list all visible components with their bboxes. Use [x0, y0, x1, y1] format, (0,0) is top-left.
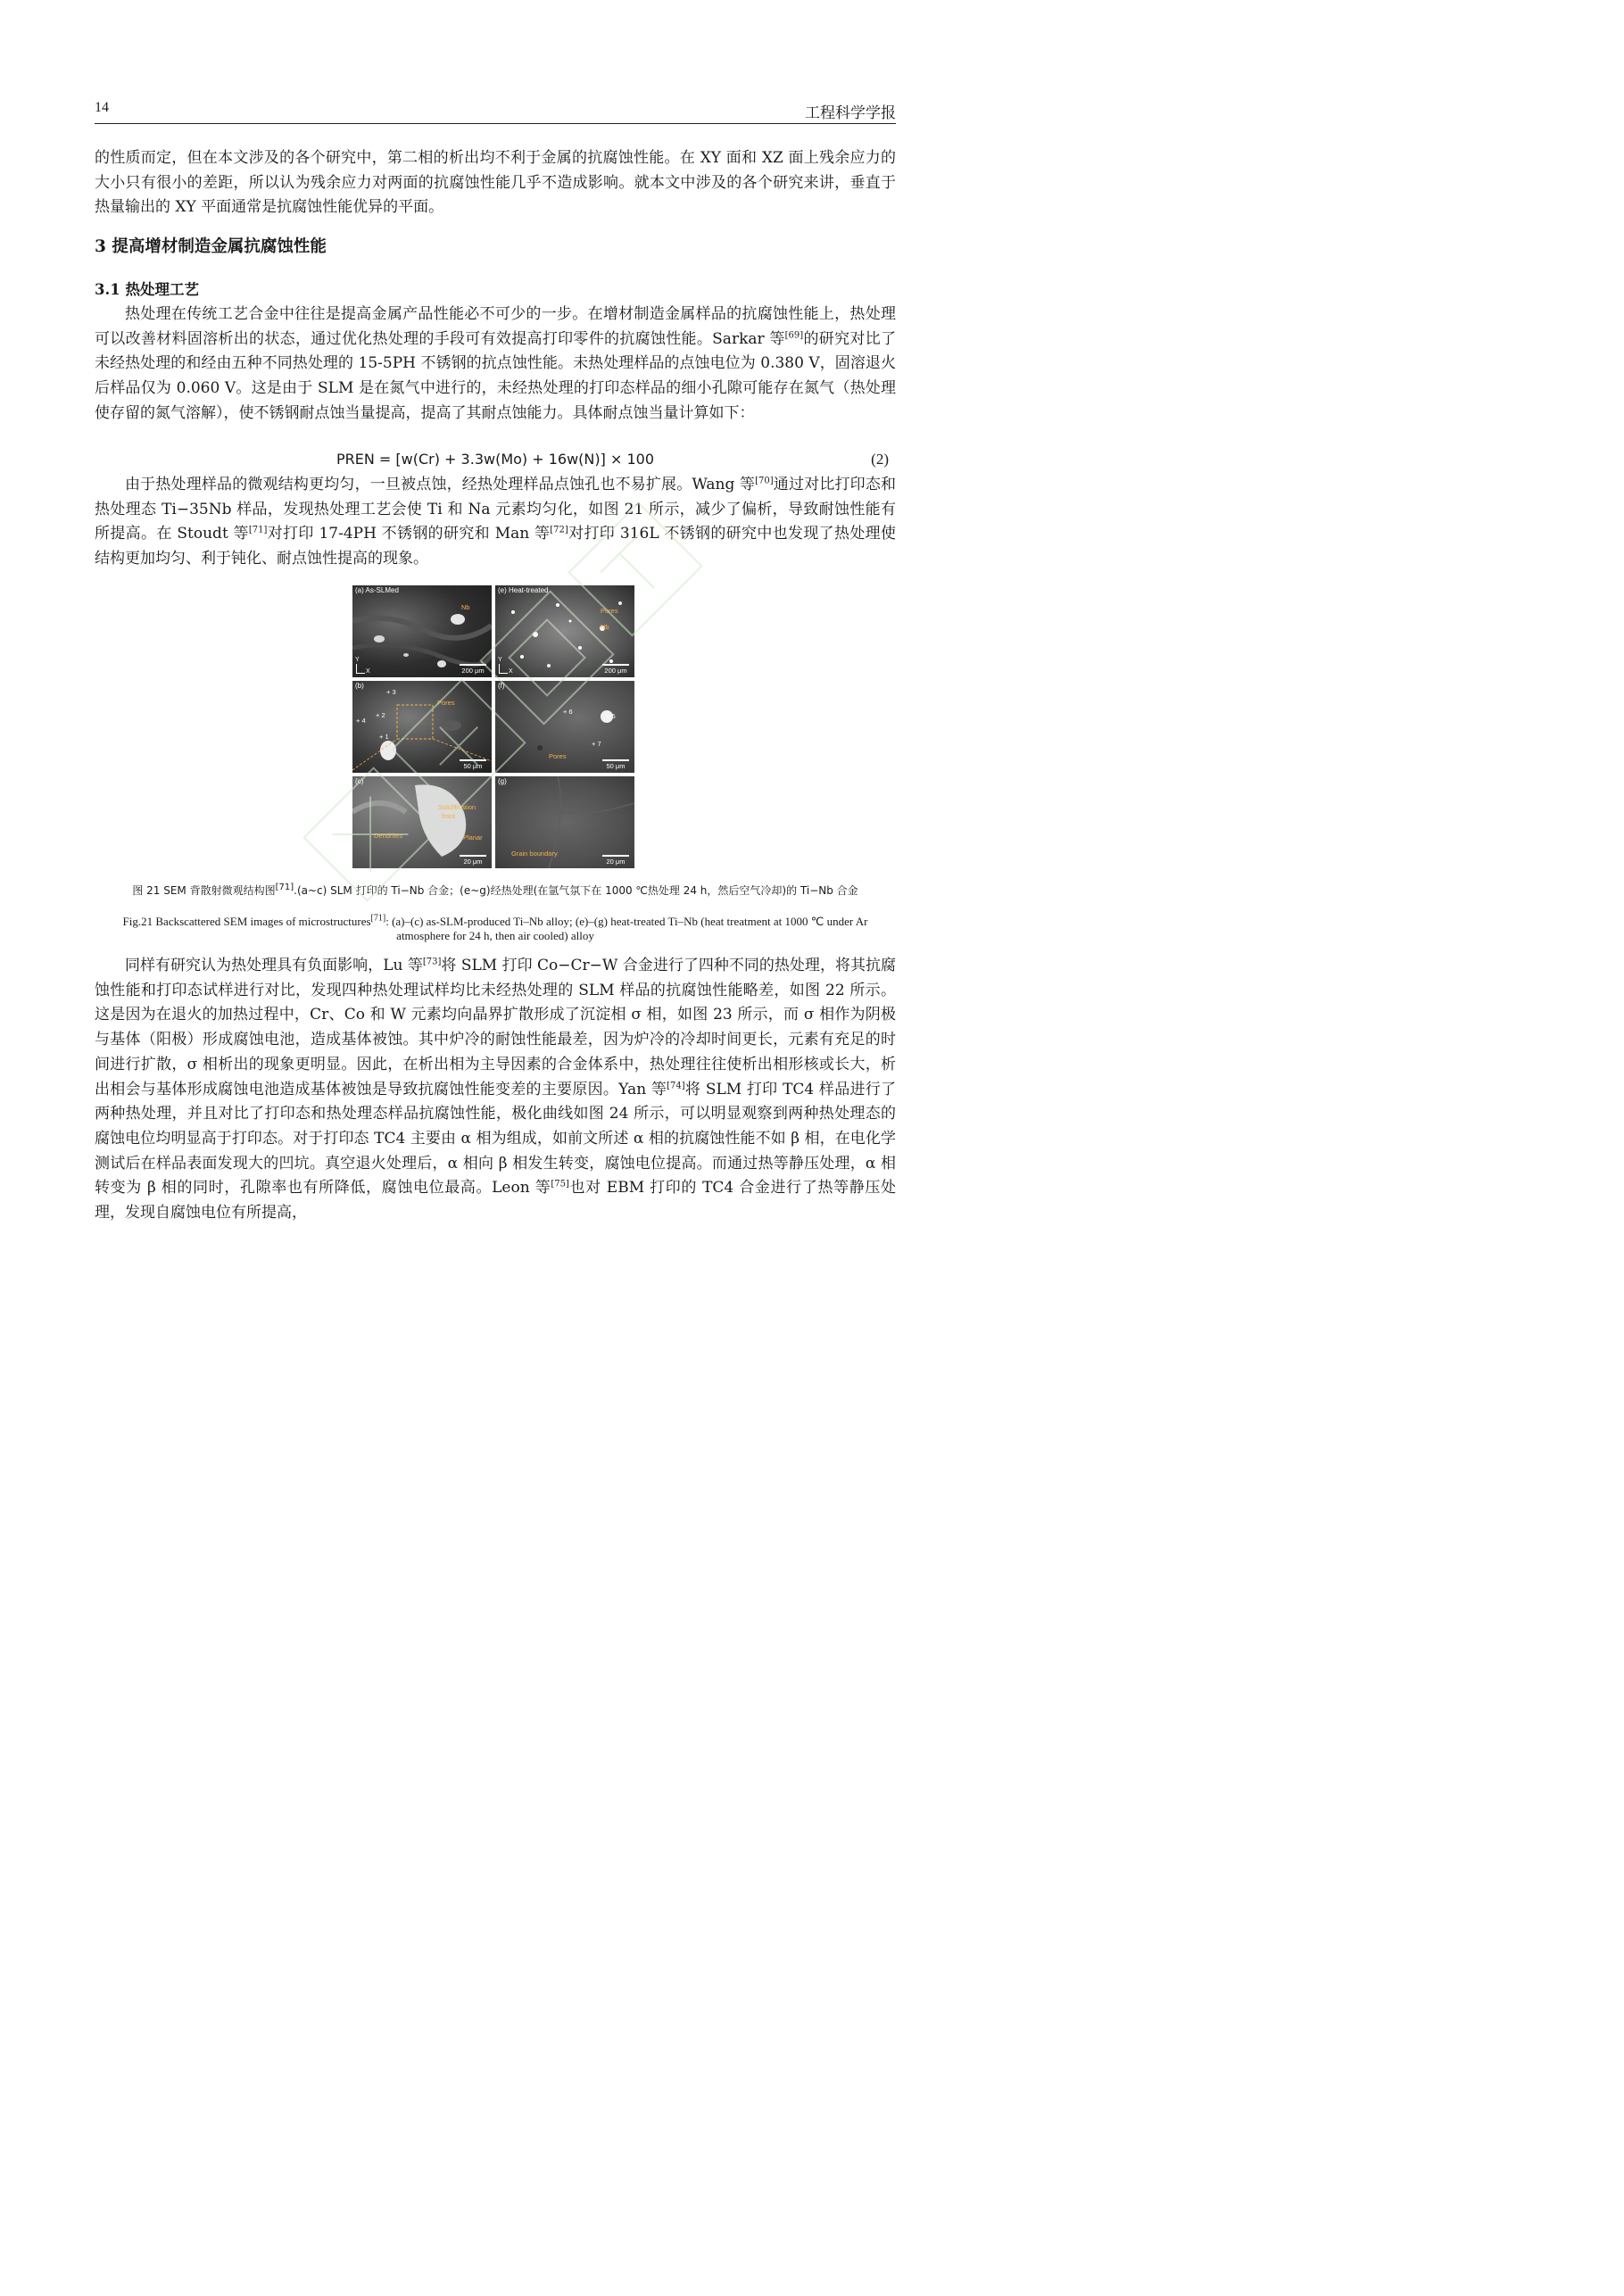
panel-b — [352, 681, 492, 773]
section-3-1-heading: 3.1 热处理工艺 — [95, 281, 199, 298]
scale-bar — [602, 759, 629, 770]
point-marker-2: + 2 — [376, 711, 385, 719]
panel-c-annotation-dendrites: Dendrites — [374, 832, 403, 840]
scale-bar — [460, 664, 486, 675]
scale-bar-label: 50 μm — [606, 762, 626, 770]
caption-en-text-b: : (a)–(c) as-SLM-produced Ti–Nb alloy; (e)–(g) heat-treated Ti–Nb (heat treatment at 1000 ℃ under Ar atmosphere for 24 h, then air cooled) alloy — [385, 915, 868, 942]
citation-74[interactable]: [74] — [667, 1080, 685, 1090]
p3-text-d: 也对 EBM 打印的 TC4 合金进行了热等静压处理，发现自腐蚀电位有所提高， — [95, 1179, 896, 1223]
point-marker-5: + 5 — [606, 712, 616, 720]
panel-c — [352, 776, 492, 868]
panel-c-label: (c) — [355, 777, 364, 785]
point-marker-4: + 4 — [356, 717, 366, 725]
point-marker-7: + 7 — [592, 740, 601, 748]
citation-73[interactable]: [73] — [422, 957, 442, 967]
axis-x-label: X — [366, 668, 370, 675]
panel-g-annotation-grain-boundary: Grain boundary — [511, 850, 558, 858]
axis-x-label: X — [509, 668, 513, 675]
panel-f — [495, 681, 634, 773]
journal-name: 工程科学学报 — [805, 104, 896, 122]
point-marker-6: + 6 — [563, 708, 573, 716]
page-number: 14 — [95, 100, 109, 115]
panel-e-annotation-nb: Nb — [601, 623, 609, 631]
panel-g-label: (g) — [498, 777, 507, 785]
panel-a-label: (a) As-SLMed — [355, 586, 399, 594]
caption-en-text-a: Fig.21 Backscattered SEM images of microstructures — [122, 915, 371, 928]
section-3-heading: 3 提高增材制造金属抗腐蚀性能 — [95, 237, 327, 256]
panel-c-annotation-planar: Planar — [463, 833, 483, 841]
panel-c-annotation-front: front — [442, 812, 456, 820]
point-marker-3: + 3 — [386, 688, 396, 696]
p3-text-c: 将 SLM 打印 TC4 样品进行了两种热处理，并且对比了打印态和热处理态样品抗腐蚀性能，极化曲线如图 24 所示，可以明显观察到两种热处理态的腐蚀电位均明显高于打印态。对于打印态 TC4 主要由 α 相为组成，如前文所述 α 相的抗腐蚀性能不如 β 相，在电化学测试后在样品表面发现大的凹坑。真空退火处理后，α 相向 β 相发生转变，腐蚀电位提高。而通过热等静压处理，α 相转变为 β 相的同时，孔隙率也有所降低，腐蚀电位最高。Leon 等 — [95, 1080, 896, 1198]
panel-a — [352, 585, 492, 677]
running-header — [95, 100, 896, 124]
scale-bar-label: 200 μm — [604, 667, 627, 675]
axis-y-label: Y — [355, 657, 360, 663]
caption-citation[interactable]: [71] — [370, 913, 386, 924]
scale-bar — [602, 664, 629, 675]
citation-70[interactable]: [70] — [755, 476, 774, 486]
p2-text-d: 对打印 316L 不锈钢的研究中也发现了热处理使结构更加均匀、利于钝化、耐点蚀性提高的现象。 — [95, 525, 897, 568]
panel-e-label: (e) Heat-treated — [498, 586, 549, 594]
scale-bar-label: 20 μm — [606, 858, 626, 866]
scale-bar-label: 50 μm — [463, 762, 483, 770]
equation-number: (2) — [871, 451, 889, 468]
equation-formula: PREN = [w(Cr) + 3.3w(Mo) + 16w(N)] × 100 — [336, 451, 654, 468]
intro-paragraph: 的性质而定，但在本文涉及的各个研究中，第二相的析出均不利于金属的抗腐蚀性能。在 XY 面和 XZ 面上残余应力的大小只有很小的差距，所以认为残余应力对两面的抗腐蚀性能几乎不造成影响。就本文中涉及的各个研究来讲，垂直于热量输出的 XY 平面通常是抗腐蚀性能优异的平面。 — [95, 149, 896, 217]
paragraph-heat-treatment — [95, 303, 896, 427]
p2-text-b: 通过对比打印态和热处理态 Ti−35Nb 样品，发现热处理工艺会使 Ti 和 Na 元素均匀化，如图 21 所示，减少了偏析，导致耐蚀性能有所提高。在 Stoudt 等 — [95, 476, 897, 543]
paragraph-homogenization — [95, 473, 896, 572]
p1-text-a: 热处理在传统工艺合金中往往是提高金属产品性能必不可少的一步。在增材制造金属样品的抗腐蚀性能上，热处理可以改善材料固溶析出的状态，通过优化热处理的手段可有效提高打印零件的抗腐蚀性能。Sarkar 等 — [95, 305, 896, 348]
p3-text-b: 将 SLM 打印 Co−Cr−W 合金进行了四种不同的热处理，将其抗腐蚀性能和打印态试样进行对比，发现四种热处理试样均比未经热处理的 SLM 样品的抗腐蚀性能略差，如图 22 所示。这是因为在退火的加热过程中，Cr、Co 和 W 元素均向晶界扩散形成了沉淀相 σ 相，如图 23 所示，而 σ 相作为阴极与基体（阳极）形成腐蚀电池，造成基体被蚀。其中炉冷的耐蚀性能最差，因为炉冷的冷却时间更长，元素有充足的时间进行扩散，σ 相析出的现象更明显。因此，在析出相为主导因素的合金体系中，热处理往往使析出相形核或长大，析出相会与基体形成腐蚀电池造成基体被蚀是导致抗腐蚀性能变差的主要原因。Yan 等 — [95, 957, 896, 1098]
scale-bar — [460, 855, 486, 866]
p1-text-b: 的研究对比了未经热处理的和经由五种不同热处理的 15-5PH 不锈钢的抗点蚀性能。未热处理样品的点蚀电位为 0.380 V，固溶退火后样品仅为 0.060 V。这是由于 SLM 是在氮气中进行的，未经热处理的打印态样品的细小孔隙可能存在氮气（热处理使存留的氮气溶解），使不锈钢耐点蚀当量提高，提高了其耐点蚀能力。具体耐点蚀当量计算如下： — [95, 329, 897, 422]
point-marker-1: + 1 — [379, 733, 389, 741]
panel-e — [495, 585, 634, 677]
panel-e-annotation-pores: Pores — [601, 607, 618, 615]
scale-bar-label: 200 μm — [461, 667, 485, 675]
equation-2 — [95, 451, 896, 472]
figure-caption-chinese — [95, 883, 896, 898]
panel-c-annotation-solidification: Solidification — [438, 803, 476, 811]
caption-cn-text-a: 图 21 SEM 背散射微观结构图 — [132, 884, 276, 897]
p2-text-c: 对打印 17-4PH 不锈钢的研究和 Man 等 — [267, 525, 551, 543]
p2-text-a: 由于热处理样品的微观结构更均匀，一旦被点蚀，经热处理样品点蚀孔也不易扩展。Wang 等 — [125, 476, 756, 493]
panel-f-annotation-pores: Pores — [549, 752, 567, 760]
p3-text-a: 同样有研究认为热处理具有负面影响，Lu 等 — [125, 957, 423, 974]
panel-g — [495, 776, 634, 868]
citation-71[interactable]: [71] — [248, 525, 268, 535]
citation-75[interactable]: [75] — [551, 1179, 569, 1189]
scale-bar-label: 20 μm — [463, 858, 483, 866]
figure-caption-english — [95, 915, 896, 943]
axis-indicator — [355, 657, 371, 675]
scale-bar — [602, 855, 629, 866]
axis-y-label: Y — [498, 657, 502, 663]
caption-citation[interactable]: [71] — [275, 883, 294, 892]
panel-b-label: (b) — [355, 682, 364, 690]
panel-f-label: (f) — [498, 682, 505, 690]
scale-bar — [460, 759, 486, 770]
axis-indicator — [498, 657, 514, 675]
citation-72[interactable]: [72] — [550, 525, 568, 535]
panel-a-annotation-nb: Nb — [461, 603, 470, 611]
paragraph-negative-effects — [95, 954, 896, 1226]
citation-69[interactable]: [69] — [784, 330, 804, 341]
panel-b-annotation-pores: Pores — [437, 699, 455, 707]
caption-cn-text-b: .(a~c) SLM 打印的 Ti−Nb 合金；(e~g)经热处理(在氩气氛下在 1000 ℃热处理 24 h，然后空气冷却)的 Ti−Nb 合金 — [294, 884, 858, 897]
figure-21 — [352, 585, 635, 868]
